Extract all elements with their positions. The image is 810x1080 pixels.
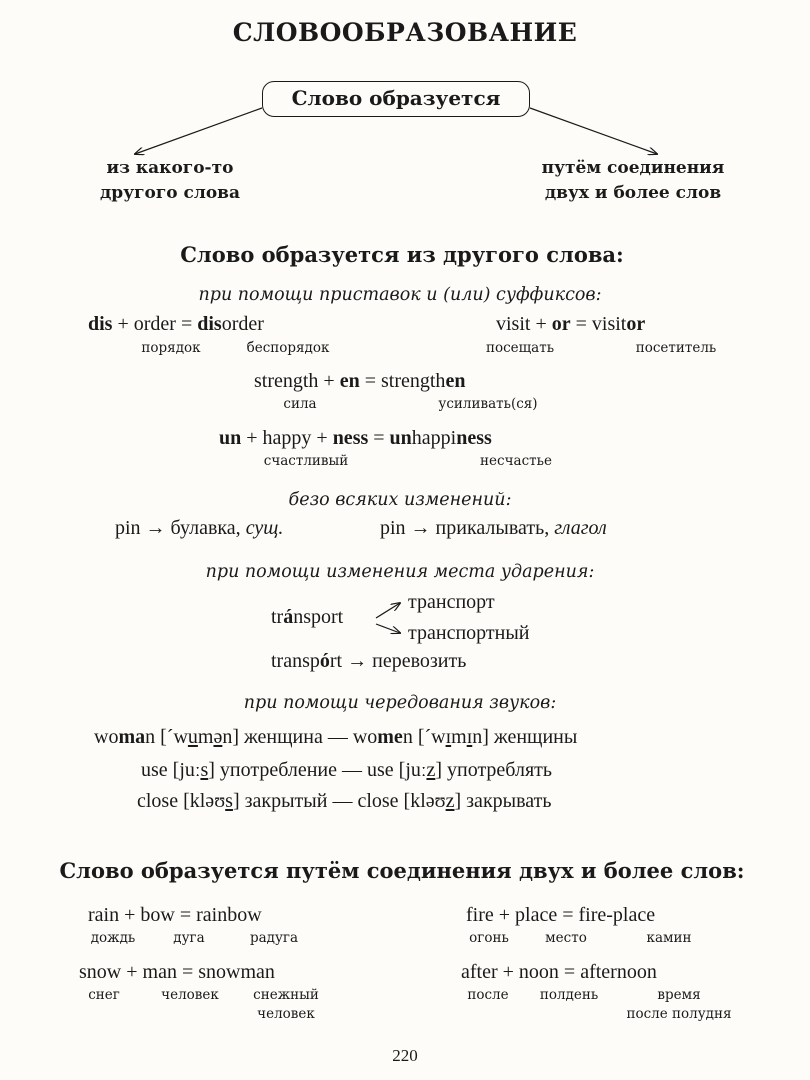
translation-transport-adj: транспортный [408,622,530,644]
translation-rain: дождь [90,930,136,946]
translation-place: место [545,930,587,946]
branch-right-line2: двух и более слов [544,183,722,203]
example-fireplace: fire + place = fire-place [466,904,656,926]
branch-left-line2: другого слова [99,183,241,203]
translation-snow: снег [88,987,120,1003]
branch-right-line1: путём соединения [541,158,725,178]
branch-right [542,156,725,206]
example-disorder: dis + order = disorder [88,313,264,335]
translation-fire: огонь [469,930,509,946]
translation-afternoon-1: время [657,987,701,1003]
fork-arrow-down [376,624,400,633]
example-transport: tránsport [271,606,344,628]
translation-noon: полдень [539,987,599,1003]
example-use: use [juːs] употребление — use [juːz] употреблять [141,759,553,781]
root-label: Слово образуется [291,86,501,110]
translation-unhappiness: несчастье [480,453,552,469]
example-visitor: visit + or = visitor [496,313,646,335]
example-pin-noun: pin → булавка, сущ. [115,517,284,539]
section2-heading: Слово образуется путём соединения двух и более слов: [59,858,745,883]
branch-left [100,156,240,206]
translation-bow: дуга [173,930,205,946]
example-woman: woman [ˊwumən] женщина — women [ˊwɪmɪn] женщины [94,726,578,748]
example-unhappiness: un + happy + ness = unhappiness [219,427,492,449]
translation-man: человек [161,987,219,1003]
translation-strength: сила [283,396,317,412]
translation-snowman-1: снежный [253,987,319,1003]
translation-afternoon-2: после полудня [626,1006,732,1022]
no-change-subheading: безо всяких изменений: [288,490,512,510]
prefix-suffix-subheading: при помощи приставок и (или) суффиксов: [198,285,602,305]
example-pin-verb: pin → прикалывать, глагол [380,517,607,539]
translation-rainbow: радуга [249,930,299,946]
example-afternoon: after + noon = afternoon [461,961,657,983]
section1-heading: Слово образуется из другого слова: [180,242,624,267]
translation-snowman-2: человек [257,1006,315,1022]
translation-fireplace: камин [646,930,692,946]
example-snowman: snow + man = snowman [79,961,275,983]
arrow-right [530,108,657,154]
sounds-subheading: при помощи чередования звуков: [243,693,557,713]
translation-visitor: посетитель [635,340,717,356]
arrow-left [135,108,262,154]
example-transport-verb: transpórt → перевозить [271,650,467,672]
translation-transport-noun: транспорт [408,591,495,613]
branch-left-line1: из какого-то [106,158,234,178]
translation-order: порядок [141,340,201,356]
translation-strengthen: усиливать(ся) [438,396,538,412]
page-number: 220 [392,1046,418,1065]
example-strengthen: strength + en = strengthen [254,370,466,392]
stress-subheading: при помощи изменения места ударения: [205,562,595,582]
translation-happy: счастливый [263,453,349,469]
translation-visit: посещать [485,340,555,356]
example-close: close [kləʊs] закрытый — close [kləʊz] закрывать [137,790,552,812]
fork-arrow-up [376,603,400,618]
translation-disorder: беспорядок [246,340,330,356]
translation-after: после [467,987,509,1003]
page-title: СЛОВООБРАЗОВАНИЕ [232,18,578,47]
example-rainbow: rain + bow = rainbow [88,904,262,926]
